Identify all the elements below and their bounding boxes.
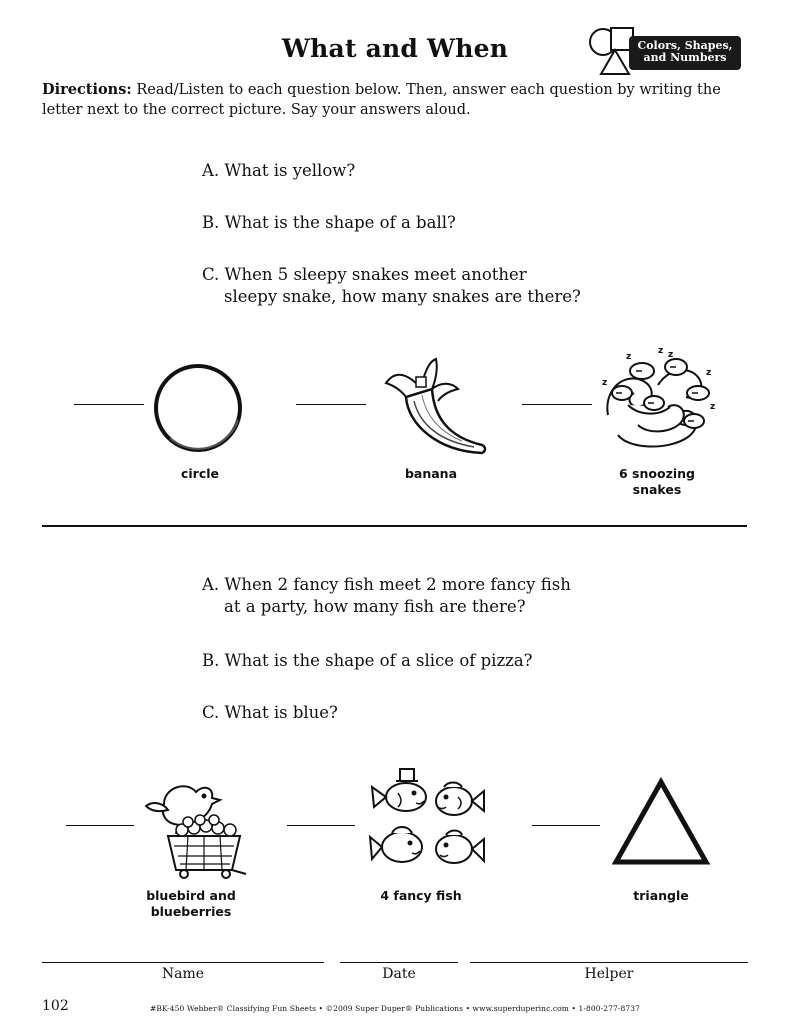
question-text: A. What is yellow? [202, 161, 356, 180]
question-2b [202, 650, 533, 672]
svg-text:z: z [706, 368, 712, 378]
label-line: blueberries [150, 904, 232, 919]
label-line: circle [180, 466, 220, 481]
directions-text: Read/Listen to each question below. Then, answer each question by writing the letter next to the correct picture. Say your answers aloud. [42, 82, 721, 118]
helper-label: Helper [584, 966, 634, 982]
question-text: at a party, how many fish are there? [224, 597, 526, 616]
question-1a [202, 160, 355, 182]
svg-text:z: z [710, 402, 716, 412]
question-2a [202, 574, 571, 618]
question-1b [202, 212, 456, 234]
triangle-icon [610, 776, 712, 868]
label-line: 4 fancy fish [380, 888, 462, 903]
question-1c [202, 264, 581, 308]
label-line: bluebird and [146, 888, 236, 903]
directions [42, 80, 762, 120]
question-text: B. What is the shape of a slice of pizza? [202, 651, 533, 670]
date-label: Date [382, 966, 416, 982]
answer-blank-triangle[interactable] [532, 825, 600, 826]
footer-credits: #BK-450 Webber® Classifying Fun Sheets • ©2009 Super Duper® Publications • www.superduperinc.com • 1-800-277-8737 [150, 1004, 640, 1013]
svg-text:z: z [602, 378, 608, 388]
snakes-icon [598, 345, 720, 455]
answer-blank-circle[interactable] [74, 404, 144, 405]
directions-label: Directions: [42, 81, 132, 98]
question-2c [202, 702, 338, 724]
label-line: banana [404, 466, 458, 481]
category-badge [585, 26, 755, 78]
label-line: snakes [632, 482, 682, 497]
picture-label-circle [150, 466, 250, 482]
badge-label [629, 36, 741, 70]
bluebird-icon [134, 770, 254, 880]
question-text: B. What is the shape of a ball? [202, 213, 456, 232]
name-label: Name [161, 966, 205, 982]
picture-label-bluebird [134, 888, 248, 920]
label-line: 6 snoozing [619, 466, 695, 481]
answer-blank-snakes[interactable] [522, 404, 592, 405]
answer-blank-banana[interactable] [296, 404, 366, 405]
page-number: 102 [42, 998, 69, 1014]
name-line[interactable] [42, 962, 324, 963]
answer-blank-fish[interactable] [287, 825, 355, 826]
svg-text:z: z [658, 346, 664, 356]
picture-label-snakes [602, 466, 712, 498]
svg-text:z: z [626, 352, 632, 362]
picture-label-triangle [610, 888, 712, 904]
section-divider [42, 525, 747, 527]
page-title: What and When [281, 34, 509, 63]
banana-icon [378, 355, 490, 460]
question-text: A. When 2 fancy fish meet 2 more fancy fish [202, 575, 571, 594]
picture-label-fish [366, 888, 476, 904]
label-line: triangle [633, 888, 689, 903]
fish-icon [368, 763, 488, 878]
question-text: C. What is blue? [202, 703, 338, 722]
helper-line[interactable] [470, 962, 748, 963]
circle-icon [150, 360, 246, 456]
answer-blank-bluebird[interactable] [66, 825, 134, 826]
badge-line-1: Colors, Shapes, [637, 39, 733, 52]
question-text: sleepy snake, how many snakes are there? [224, 287, 581, 306]
svg-text:z: z [668, 350, 674, 360]
date-line[interactable] [340, 962, 458, 963]
picture-label-banana [381, 466, 481, 482]
badge-line-2: and Numbers [643, 51, 727, 64]
question-text: C. When 5 sleepy snakes meet another [202, 265, 527, 284]
